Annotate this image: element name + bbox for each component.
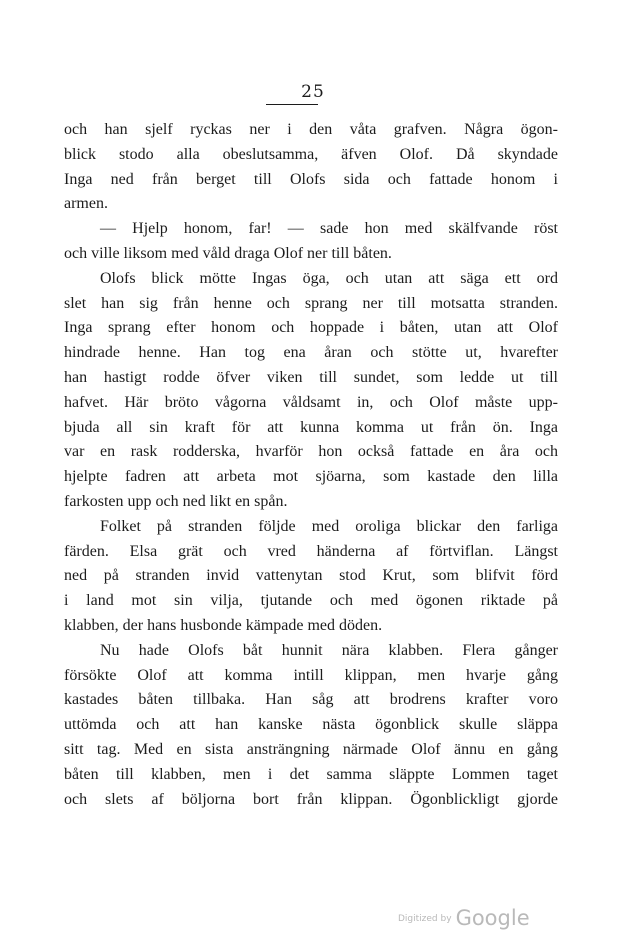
text-line: sitt tag. Med en sista ansträngning närmade Olof ännu en gång	[64, 740, 558, 758]
page-number-rule	[266, 104, 318, 105]
text-line: Inga sprang efter honom och hoppade i båten, utan att Olof	[64, 319, 558, 337]
text-line: Nu hade Olofs båt hunnit nära klabben. Flera gånger	[100, 641, 558, 659]
paragraph	[64, 118, 558, 217]
text-line: Inga ned från berget till Olofs sida och fattade honom i	[64, 170, 558, 188]
page-number: 25	[301, 82, 325, 102]
text-line: försökte Olof att komma intill klippan, men hvarje gång	[64, 666, 558, 684]
text-line: Folket på stranden följde med oroliga blickar den farliga	[100, 517, 558, 535]
text-line: i land mot sin vilja, tjutande och med ögonen riktade på	[64, 592, 558, 610]
text-line: farkosten upp och ned likt en spån.	[64, 492, 288, 510]
text-line: och ville liksom med våld draga Olof ner till båten.	[64, 244, 392, 262]
text-line: ned på stranden invid vattenytan stod Krut, som blifvit förd	[64, 567, 558, 585]
text-line: färden. Elsa grät och vred händerna af förtviflan. Längst	[64, 542, 558, 560]
text-line: hindrade henne. Han tog ena åran och stötte ut, hvarefter	[64, 344, 558, 362]
text-body	[64, 118, 558, 812]
text-line: Olofs blick mötte Ingas öga, och utan att säga ett ord	[100, 269, 558, 287]
text-line: båten till klabben, men i det samma släppte Lommen taget	[64, 765, 558, 783]
text-line: och slets af böljorna bort från klippan. Ögonblickligt gjorde	[64, 790, 558, 808]
paragraph	[64, 217, 558, 267]
text-line: slet han sig från henne och sprang ner till motsatta stranden.	[64, 294, 558, 312]
text-line: armen.	[64, 195, 108, 213]
paragraph	[64, 515, 558, 639]
text-line: kastades båten tillbaka. Han såg att brodrens krafter voro	[64, 691, 558, 709]
text-line: uttömda och att han kanske nästa ögonblick skulle släppa	[64, 716, 558, 734]
text-line: hafvet. Här bröto vågorna våldsamt in, och Olof måste upp-	[64, 393, 558, 411]
watermark	[398, 906, 530, 930]
paragraph	[64, 639, 558, 813]
text-line: hjelpte fadren att arbeta mot sjöarna, som kastade den lilla	[64, 468, 558, 486]
google-logo: Google	[455, 906, 530, 930]
paragraph	[64, 267, 558, 515]
text-line: — Hjelp honom, far! — sade hon med skälfvande röst	[100, 220, 558, 238]
text-line: han hastigt rodde öfver viken till sundet, som ledde ut till	[64, 368, 558, 386]
text-line: och han sjelf ryckas ner i den våta grafven. Några ögon-	[64, 121, 558, 138]
watermark-digitized-by: Digitized by	[398, 914, 452, 924]
text-line: blick stodo alla obeslutsamma, äfven Olof. Då skyndade	[64, 145, 558, 163]
text-line: bjuda all sin kraft för att kunna komma ut från ön. Inga	[64, 418, 558, 436]
text-line: var en rask rodderska, hvarför hon också fattade en åra och	[64, 443, 558, 461]
text-line: klabben, der hans husbonde kämpade med döden.	[64, 616, 383, 634]
